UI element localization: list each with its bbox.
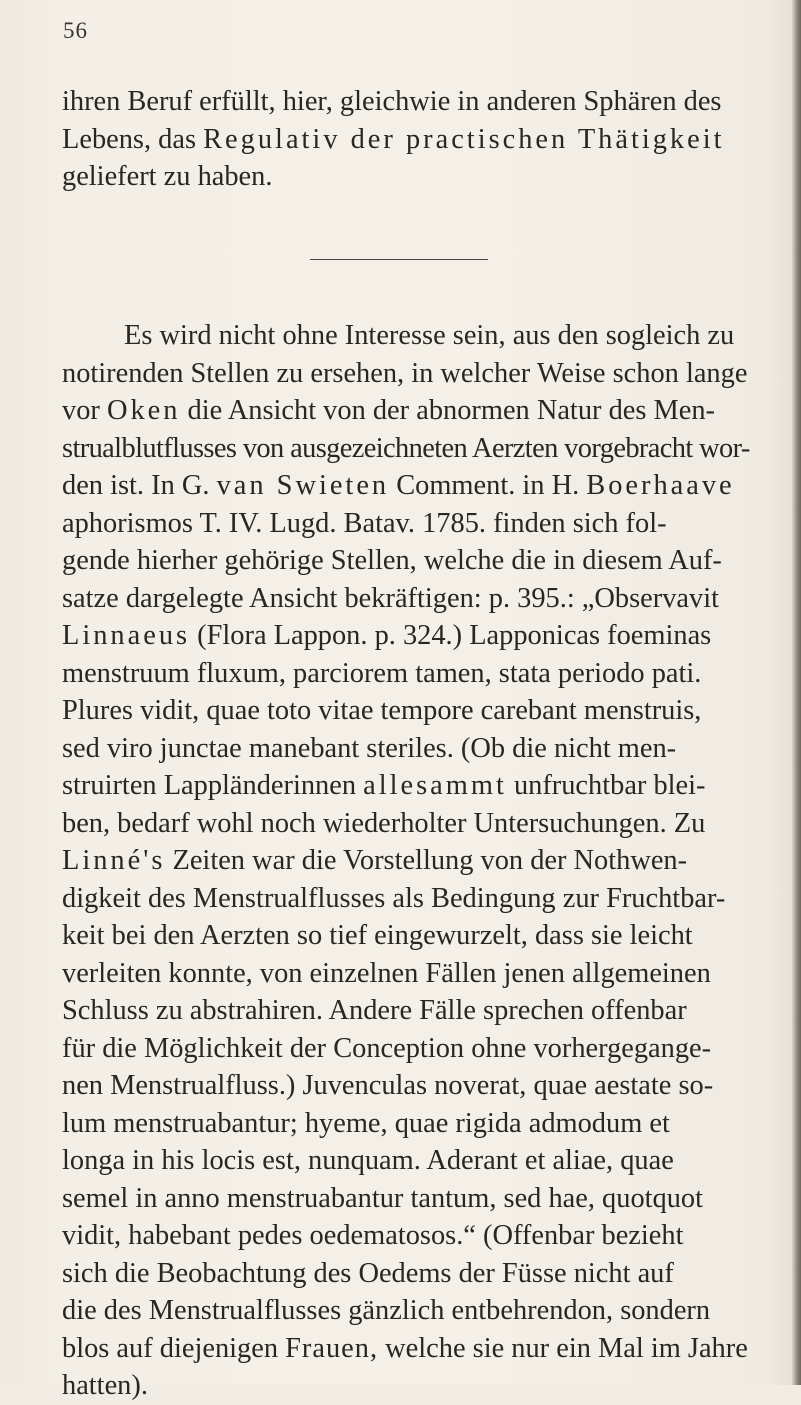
text-line: Es wird nicht ohne Interesse sein, aus den sogleich zu (124, 320, 735, 351)
spaced-emphasis: Linnaeus (62, 620, 191, 651)
text-line: hatten). (62, 1370, 148, 1401)
text-line: Linnaeus (Flora Lappon. p. 324.) Lapponicas foeminas (62, 620, 712, 651)
spaced-emphasis: Boerhaave (586, 470, 735, 501)
text-line: blos auf diejenigen Frauen, welche sie nur ein Mal im Jahre (62, 1332, 748, 1364)
text-line: Lebens, das Regulativ der practischen Thätigkeit (62, 123, 725, 155)
page-number: 56 (63, 18, 88, 43)
text-line: Plures vidit, quae toto vitae tempore carebant menstruis, (62, 695, 702, 726)
spaced-emphasis: allesammt (363, 770, 507, 801)
text-line: ihren Beruf erfüllt, hier, gleichwie in anderen Sphären des (62, 86, 722, 117)
text-line: longa in his locis est, nunquam. Aderant et aliae, quae (62, 1145, 674, 1176)
text-line: aphorismos T. IV. Lugd. Batav. 1785. finden sich fol- (62, 507, 667, 539)
text-line: sed viro junctae manebant steriles. (Ob die nicht men- (62, 732, 677, 764)
text-line: verleiten konnte, von einzelnen Fällen jenen allgemeinen (62, 957, 711, 989)
text-line: den ist. In G. van Swieten Comment. in H. Boerhaave (62, 470, 735, 501)
spaced-emphasis: Regulativ der practischen Thätigkeit (203, 123, 725, 155)
text-line: satze dargelegte Ansicht bekräftigen: p. 395.: „Observavit (62, 582, 719, 614)
paragraph-2 (62, 317, 750, 1405)
text-line: Linné's Zeiten war die Vorstellung von der Nothwen- (62, 845, 688, 876)
text-line: für die Möglichkeit der Conception ohne vorhergegange- (62, 1032, 712, 1064)
text-line: semel in anno menstruabantur tantum, sed hae, quotquot (62, 1182, 704, 1214)
text-line: sich die Beobachtung des Oedems der Füsse nicht auf (62, 1257, 674, 1289)
text-line: struirten Lappländerinnen allesammt unfruchtbar blei- (62, 770, 706, 801)
page-edge-shadow (792, 0, 801, 1385)
text-line: vidit, habebant pedes oedematosos.“ (Offenbar bezieht (62, 1220, 684, 1251)
text-line: digkeit des Menstrualflusses als Bedingung zur Fruchtbar- (62, 882, 726, 914)
text-line: geliefert zu haben. (62, 161, 273, 192)
spaced-emphasis: Linné's (62, 845, 166, 876)
spaced-emphasis: Frauen, (285, 1332, 379, 1364)
text-line: gende hierher gehörige Stellen, welche die in diesem Auf- (62, 545, 722, 576)
text-line: menstruum fluxum, parciorem tamen, stata periodo pati. (62, 657, 702, 689)
section-divider (310, 259, 488, 260)
spaced-emphasis: Oken (106, 395, 181, 426)
text-line: strualblutflusses von ausgezeichneten Aerzten vorgebracht wor- (62, 432, 750, 464)
spaced-emphasis: van Swieten (216, 470, 390, 501)
text-line: lum menstruabantur; hyeme, quae rigida admodum et (62, 1107, 670, 1139)
text-line: die des Menstrualflusses gänzlich entbehrendon, sondern (62, 1295, 711, 1326)
text-line: Schluss zu abstrahiren. Andere Fälle sprechen offenbar (62, 995, 687, 1026)
text-line: ben, bedarf wohl noch wiederholter Untersuchungen. Zu (62, 807, 706, 839)
paragraph-1 (62, 83, 738, 196)
text-line: nen Menstrualfluss.) Juvenculas noverat, quae aestate so- (62, 1070, 714, 1101)
text-line: notirenden Stellen zu ersehen, in welcher Weise schon lange (62, 357, 748, 389)
text-line: keit bei den Aerzten so tief eingewurzelt, dass sie leicht (62, 920, 693, 951)
text-line: vor Oken die Ansicht von der abnormen Natur des Men- (62, 395, 716, 426)
